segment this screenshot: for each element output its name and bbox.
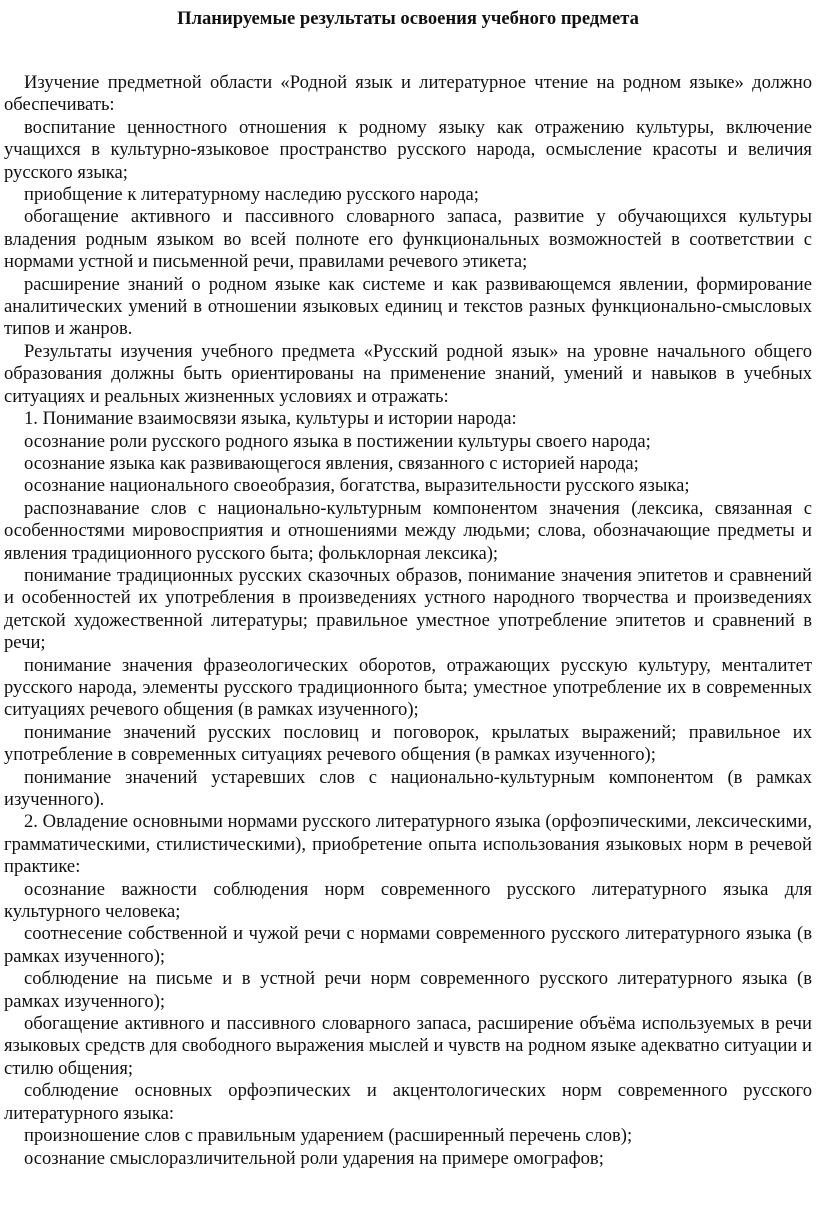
paragraph-item: обогащение активного и пассивного словарного запаса, развитие у обучающихся культуры владения родным языком во всей полноте его функциональных возможностей в соответствии с нормами устной и письменной речи, правилами речевого этикета; [4,206,812,273]
paragraph-results: Результаты изучения учебного предмета «Русский родной язык» на уровне начального общего образования должны быть ориентированы на применение знаний, умений и навыков в учебных ситуациях и реальных жизненных условиях и отражать: [4,340,812,407]
paragraph-item: осознание смыслоразличительной роли ударения на примере омографов; [24,1147,604,1169]
paragraph-item: понимание значений русских пословиц и поговорок, крылатых выражений; правильное их употребление в современных ситуациях речевого общения (в рамках изученного); [4,721,812,766]
section-heading-1: 1. Понимание взаимосвязи языка, культуры и истории народа: [24,408,517,430]
paragraph-item: осознание национального своеобразия, богатства, выразительности русского языка; [24,475,690,497]
paragraph-intro: Изучение предметной области «Родной язык и литературное чтение на родном языке» должно обеспечивать: [4,72,812,116]
paragraph-item: соблюдение основных орфоэпических и акцентологических норм современного русского литературного языка: [4,1080,812,1124]
section-heading-2: 2. Овладение основными нормами русского литературного языка (орфоэпическими, лексическими, грамматическими, стилистическими), приобретение опыта использования языковых норм в речевой практике: [4,811,812,878]
paragraph-item: обогащение активного и пассивного словарного запаса, расширение объёма используемых в речи языковых средств для свободного выражения мыслей и чувств на родном языке адекватно ситуации и стилю общения; [4,1013,812,1079]
paragraph-item: соотнесение собственной и чужой речи с нормами современного русского литературного языка (в рамках изученного); [4,923,812,967]
paragraph-item: соблюдение на письме и в устной речи норм современного русского литературного языка (в рамках изученного); [4,968,812,1012]
document-title: Планируемые результаты освоения учебного предмета [177,8,639,29]
paragraph-item: осознание роли русского родного языка в постижении культуры своего народа; [24,430,651,452]
paragraph-item: произношение слов с правильным ударением (расширенный перечень слов); [24,1125,633,1147]
title-spacer [4,30,812,72]
paragraph-item: приобщение к литературному наследию русского народа; [24,184,479,206]
paragraph-item: распознавание слов с национально-культурным компонентом значения (лексика, связанная с особенностями мировосприятия и отношениями между людьми; слова, обозначающие предметы и явления традиционного русского быта; фольклорная лексика); [4,497,812,564]
paragraph-item: воспитание ценностного отношения к родному языку как отражению культуры, включение учащихся в культурно-языковое пространство русского народа, осмысление красоты и величия русского языка; [4,116,812,183]
paragraph-item: понимание традиционных русских сказочных образов, понимание значения эпитетов и сравнений и особенностей их употребления в произведениях устного народного творчества и произведениях детской художественной литературы; правильное уместное употребление эпитетов и сравнений в речи; [4,564,812,654]
paragraph-item: понимание значений устаревших слов с национально-культурным компонентом (в рамках изученного). [4,766,812,810]
paragraph-item: расширение знаний о родном языке как системе и как развивающемся явлении, формирование аналитических умений в отношении языковых единиц и текстов разных функционально-смысловых типов и жанров. [4,273,812,340]
paragraph-item: понимание значения фразеологических оборотов, отражающих русскую культуру, менталитет русского народа, элементы русского традиционного быта; уместное употребление их в современных ситуациях речевого общения (в рамках изученного); [4,654,812,721]
paragraph-item: осознание языка как развивающегося явления, связанного с историей народа; [24,452,639,474]
paragraph-item: осознание важности соблюдения норм современного русского литературного языка для культурного человека; [4,878,812,923]
